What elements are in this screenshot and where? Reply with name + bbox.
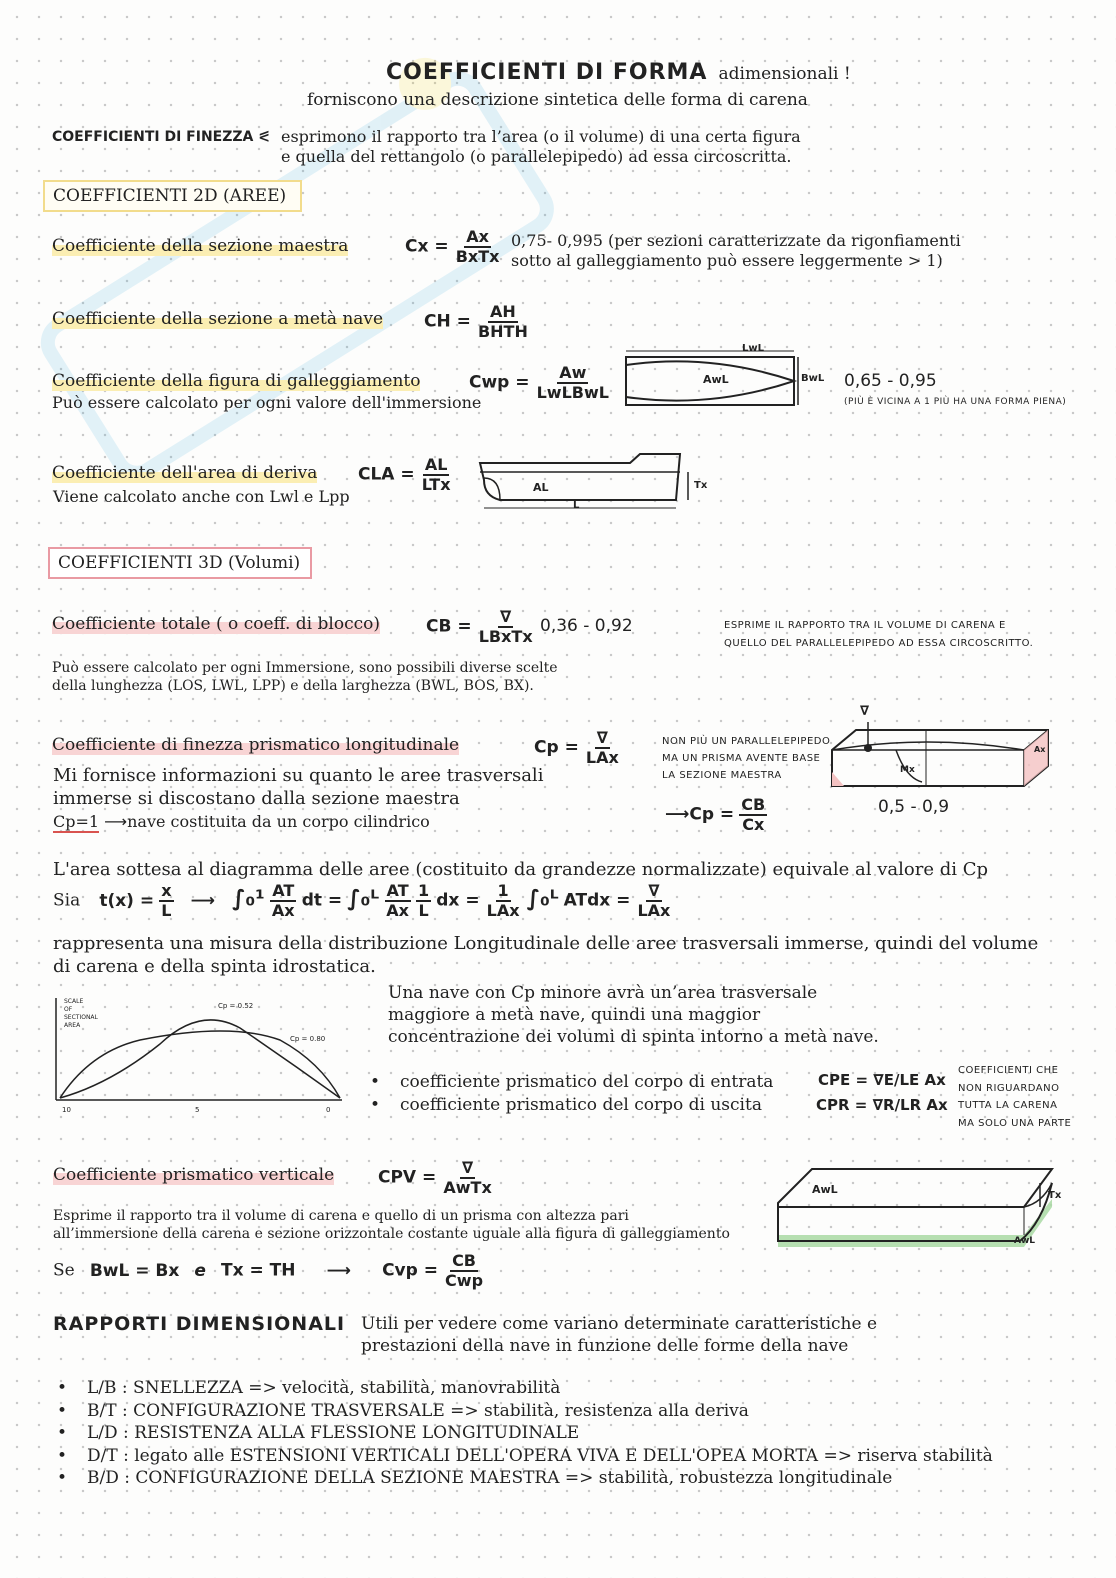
cx-label: Coefficiente della sezione maestra xyxy=(52,236,349,256)
fig-ax: Ax xyxy=(1034,745,1046,754)
cp-alt-formula: ⟶Cp = $\frac{CB}{Cx}$ xyxy=(665,795,766,834)
bullet-entrata: • coefficiente prismatico del corpo di entrata xyxy=(366,1071,773,1094)
rapporti-desc-2: prestazioni della nave in funzione delle forme della nave xyxy=(361,1336,849,1356)
area-text-1: rappresenta una misura della distribuzione Longitudinale delle aree trasversali immerse, quindi del volume xyxy=(53,933,1039,954)
cpv-label: Coefficiente prismatico verticale xyxy=(53,1165,335,1185)
chart-tick-0: 0 xyxy=(326,1106,331,1114)
cpe-formula: CPE = ∇E/LE Ax xyxy=(818,1071,946,1089)
area-statement: L'area sottesa al diagramma delle aree (costituito da grandezze normalizzate) equivale al valore di Cp xyxy=(53,859,989,880)
partial-note-4: MA SOLO UNA PARTE xyxy=(958,1118,1072,1129)
cb-sub-1: Può essere calcolato per ogni Immersione, sono possibili diverse scelte xyxy=(52,660,558,676)
chart-label-cp080: Cp = 0.80 xyxy=(290,1035,326,1043)
partial-note-3: TUTTA LA CARENA xyxy=(958,1100,1058,1111)
cpv-condition: Se BwL = Bx e Tx = TH ⟶ Cvp = $\frac{CB}{\text{Cwp}}$ xyxy=(53,1251,484,1290)
rapporti-item: • B/T : CONFIGURAZIONE TRASVERSALE => stabilità, resistenza alla deriva xyxy=(53,1400,993,1423)
finezza-line-2: e quella del rettangolo (o parallelepipedo) ad essa circoscritta. xyxy=(281,147,792,166)
chart-tick-5: 5 xyxy=(195,1106,200,1114)
rapporti-item: • D/T : legato alle ESTENSIONI VERTICALI DELL'OPERA VIVA E DELL'OPEA MORTA => riserva stabilità xyxy=(53,1445,993,1468)
fig-tx: Tx xyxy=(694,480,708,491)
chart-label-cp052: Cp = 0.52 xyxy=(218,1002,254,1010)
chart-ylabel: SCALE OF SECTIONAL AREA xyxy=(64,998,98,1029)
fig-al: AL xyxy=(533,481,549,494)
cb-sub-2: della lunghezza (LOS, LWL, LPP) e della larghezza (BWL, BOS, BX). xyxy=(52,678,534,694)
fig-mx: Mx xyxy=(900,765,915,775)
cp-note-3: LA SEZIONE MAESTRA xyxy=(662,770,782,781)
cx-note-2: sotto al galleggiamento può essere leggermente > 1) xyxy=(511,251,943,270)
rapporti-title: RAPPORTI DIMENSIONALI xyxy=(53,1313,346,1335)
chart-tick-10: 10 xyxy=(62,1106,71,1114)
finezza-line-1: esprimono il rapporto tra l’area (o il volume) di una certa figura xyxy=(281,127,801,146)
cp-label: Coefficiente di finezza prismatico longitudinale xyxy=(52,735,460,755)
cp-formula: Cp = $\frac{\nabla}{\text{LAx}}$ xyxy=(534,728,619,767)
cwp-range: 0,65 - 0,95 xyxy=(844,371,937,391)
cpv-sub-1: Esprime il rapporto tra il volume di carena e quello di un prisma con altezza pari xyxy=(53,1208,629,1224)
cwp-range-note: (PIÙ È VICINA A 1 PIÙ HA UNA FORMA PIENA) xyxy=(844,397,1067,407)
page-title: COEFFICIENTI DI FORMA adimensionali ! xyxy=(386,60,851,85)
finezza-label: COEFFICIENTI DI FINEZZA ⪕ xyxy=(52,129,270,145)
cx-note-1: 0,75- 0,995 (per sezioni caratterizzate da rigonfiamenti xyxy=(511,231,961,250)
rapporti-desc-1: Utili per vedere come variano determinate caratteristiche e xyxy=(361,1314,878,1334)
cp-explain-3: concentrazione dei volumi di spinta intorno a metà nave. xyxy=(388,1027,879,1047)
fig-nabla: ∇ xyxy=(860,704,870,719)
cpv-formula: CPV = $\frac{\nabla}{\text{AwTx}}$ xyxy=(378,1158,492,1197)
section-3d-title: COEFFICIENTI 3D (Volumi) xyxy=(48,547,312,579)
cp-explain-1: Una nave con Cp minore avrà un’area trasversale xyxy=(388,983,818,1003)
cb-note-1: ESPRIME IL RAPPORTO TRA IL VOLUME DI CARENA E xyxy=(724,620,1006,631)
fig-lwl: LwL xyxy=(742,343,764,354)
cb-note-2: QUELLO DEL PARALLELEPIPEDO AD ESSA CIRCOSCRITTO. xyxy=(724,638,1034,649)
cp-note-2: MA UN PRISMA AVENTE BASE xyxy=(662,753,821,764)
prismatic-bullets xyxy=(366,1071,773,1117)
section-2d-title: COEFFICIENTI 2D (AREE) xyxy=(43,180,302,212)
fig-cpv-awl-2: AwL xyxy=(1014,1236,1036,1246)
fig-cpv-tx: Tx xyxy=(1048,1190,1062,1201)
rapporti-item: • B/D : CONFIGURAZIONE DELLA SEZIONE MAESTRA => stabilità, robustezza longitudinale xyxy=(53,1467,993,1490)
fig-l: L xyxy=(573,500,580,511)
cla-sub: Viene calcolato anche con Lwl e Lpp xyxy=(53,487,350,506)
cp-text-2: immerse si discostano dalla sezione maestra xyxy=(53,788,460,809)
page-subtitle: forniscono una descrizione sintetica delle forma di carena xyxy=(307,90,808,110)
partial-note-2: NON RIGUARDANO xyxy=(958,1083,1060,1094)
prism-figure xyxy=(826,712,1056,794)
ch-label: Coefficiente della sezione a metà nave xyxy=(52,309,384,329)
rapporti-item: • L/B : SNELLEZZA => velocità, stabilità, manovrabilità xyxy=(53,1377,993,1400)
lateral-area-figure xyxy=(470,448,710,518)
fig-awl: AwL xyxy=(703,373,729,386)
cb-formula: CB = $\frac{\nabla}{\text{LBxTx}}$ xyxy=(426,607,533,646)
partial-note-1: COEFFICIENTI CHE xyxy=(958,1065,1059,1076)
cp-explain-2: maggiore a metà nave, quindi una maggior xyxy=(388,1005,761,1025)
cwp-formula: Cwp = $\frac{Aw}{\text{LwLBwL}}$ xyxy=(469,363,609,402)
cp-note-1: NON PIÙ UN PARALLELEPIPEDO xyxy=(662,736,831,747)
cla-label: Coefficiente dell'area di deriva xyxy=(52,463,318,483)
cwp-sub: Può essere calcolato per ogni valore dell'immersione xyxy=(52,393,482,412)
cb-range: 0,36 - 0,92 xyxy=(540,616,633,636)
cp-text-1: Mi fornisce informazioni su quanto le aree trasversali xyxy=(53,765,544,786)
area-text-2: di carena e della spinta idrostatica. xyxy=(53,956,376,977)
cpv-sub-2: all’immersione della carena e sezione orizzontale costante uguale alla figura di galleggiamento xyxy=(53,1226,730,1242)
cla-formula: CLA = $\frac{AL}{\text{LTx}}$ xyxy=(358,455,451,494)
cp-cylinder-note: Cp=1 ⟶nave costituita da un corpo cilindrico xyxy=(53,812,430,831)
area-integral-formula: Sia t(x) = $\frac{x}{L}$ ⟶ ∫₀¹ $\frac{AT}{Ax}$ dt = ∫₀ᴸ $\frac{AT}{Ax}$ $\frac{1}{L}$ dx = $\frac{1}{\text{LAx}}$ ∫₀ᴸ ATdx = $\frac{\nabla}{\text{LAx}}$ xyxy=(53,881,671,920)
ch-formula: CH = $\frac{AH}{\text{BHTH}}$ xyxy=(424,302,528,341)
cp-range: 0,5 - 0,9 xyxy=(878,797,950,817)
rapporti-list xyxy=(53,1377,993,1490)
cwp-label: Coefficiente della figura di galleggiamento xyxy=(52,371,421,391)
cx-formula: Cx = $\frac{Ax}{\text{BxTx}}$ xyxy=(405,227,500,266)
cb-label: Coefficiente totale ( o coeff. di blocco) xyxy=(52,614,380,634)
bullet-uscita: • coefficiente prismatico del corpo di uscita xyxy=(366,1094,773,1117)
cpr-formula: CPR = ∇R/LR Ax xyxy=(816,1096,948,1114)
fig-cpv-awl: AwL xyxy=(812,1183,838,1196)
fig-bwl: BwL xyxy=(801,373,825,384)
rapporti-item: • L/D : RESISTENZA ALLA FLESSIONE LONGITUDINALE xyxy=(53,1422,993,1445)
